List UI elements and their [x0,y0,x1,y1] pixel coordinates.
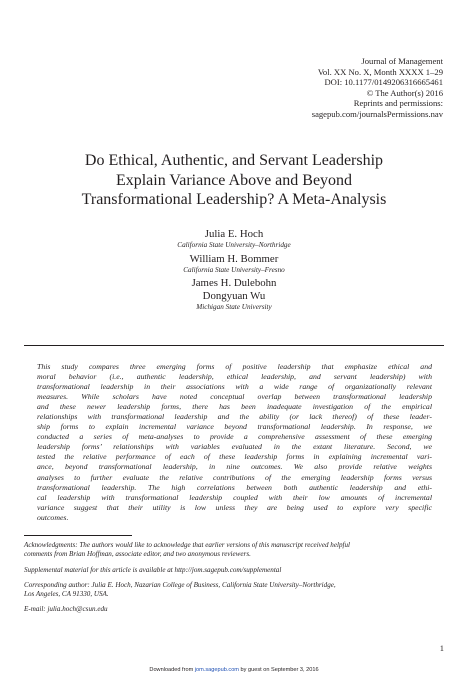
journal-permissions-link[interactable]: sagepub.com/journalsPermissions.nav [311,108,443,119]
abstract-line: ance, beyond transformational leadership, in nine outcomes. We also provide relative weights [37,462,432,472]
supplemental-note: Supplemental material for this article is available at http://jom.sagepub.com/supplemental [24,565,282,574]
journal-metadata [163,56,443,120]
abstract-line: ship forms to explain incremental variance beyond transformational leadership. In response, we [37,422,432,432]
footnote-line: comments from Brian Hoffman, associate editor, and two anonymous reviewers. [24,550,251,559]
abstract-line: transformational leadership. The high correlations between both authentic leadership and ethi- [37,482,432,492]
abstract-line: measures. While scholars have noted conceptual overlap between transformational leadership [37,392,432,402]
footnote-rule [24,535,132,536]
abstract-line: relationships with transformational leadership and the ability (or lack thereof) of these leader- [37,412,432,422]
abstract-line: leadership forms’ relationships with variables evaluated in the extant literature. Second, we [37,442,432,452]
download-link[interactable]: jom.sagepub.com [194,667,239,673]
abstract [37,362,432,533]
author-affiliation: California State University–Northridge [177,241,291,249]
page-number: 1 [439,643,444,653]
author-name: James H. Dulebohn [191,277,277,289]
abstract-line: transformational leadership in their associations with a wide range of organizationally relevant [37,382,432,392]
abstract-line: cal leadership with transformational leadership coupled with their low amounts of incremental [37,492,432,502]
author-affiliation: Michigan State University [196,303,272,311]
title-line: Do Ethical, Authentic, and Servant Leadership [84,152,384,169]
corresponding-author-note [24,581,445,600]
author-name: Julia E. Hoch [204,228,264,240]
author-name: Dongyuan Wu [202,290,266,302]
footnote-line: Los Angeles, CA 91330, USA. [24,590,109,599]
footnote-line: Acknowledgments: The authors would like to acknowledge that earlier versions of this manuscript received helpful [24,541,350,549]
download-notice [0,667,468,673]
author-block [0,228,468,315]
acknowledgments-note [24,541,445,560]
journal-reprints: Reprints and permissions: [353,98,443,109]
email-note: E-mail: julia.hoch@csun.edu [24,605,108,614]
title-line: Explain Variance Above and Beyond [115,171,353,189]
abstract-line: tested the relative performance of each of these leadership forms in explaining incremental vari- [37,452,432,462]
article-title [30,151,438,210]
abstract-line: variance suggest that their utility is low unless they are being used to explore very specific [37,502,432,512]
abstract-line: analyses to further evaluate the relative contributions of the emerging leadership forms versus [37,472,432,482]
author-name: William H. Bommer [189,252,279,265]
journal-doi: DOI: 10.1177/0149206316665461 [324,77,443,88]
journal-volume: Vol. XX No. X, Month XXXX 1–29 [317,66,443,77]
download-suffix: by guest on September 3, 2016 [238,667,319,673]
abstract-line: conducted a series of meta-analyses to provide a comprehensive assessment of these emerging [37,432,432,442]
abstract-top-rule [24,345,444,346]
abstract-line: This study compares three emerging forms of positive leadership that emphasize ethical and [37,362,432,371]
title-line: Transformational Leadership? A Meta-Analysis [81,191,387,208]
footnotes [24,541,445,621]
abstract-line: moral behavior (i.e., authentic leadership, ethical leadership, and servant leadership) with [37,372,432,382]
download-prefix: Downloaded from [149,667,195,673]
journal-name: Journal of Management [361,56,443,66]
footnote-line: Corresponding author: Julia E. Hoch, Nazarian College of Business, California State University–Northridge, [24,580,336,589]
abstract-line: and these newer leadership forms, there has been inadequate investigation of the empirical [37,402,432,412]
author-affiliation: California State University–Fresno [183,265,285,274]
abstract-line: outcomes. [37,512,69,522]
journal-copyright: © The Author(s) 2016 [366,87,443,98]
